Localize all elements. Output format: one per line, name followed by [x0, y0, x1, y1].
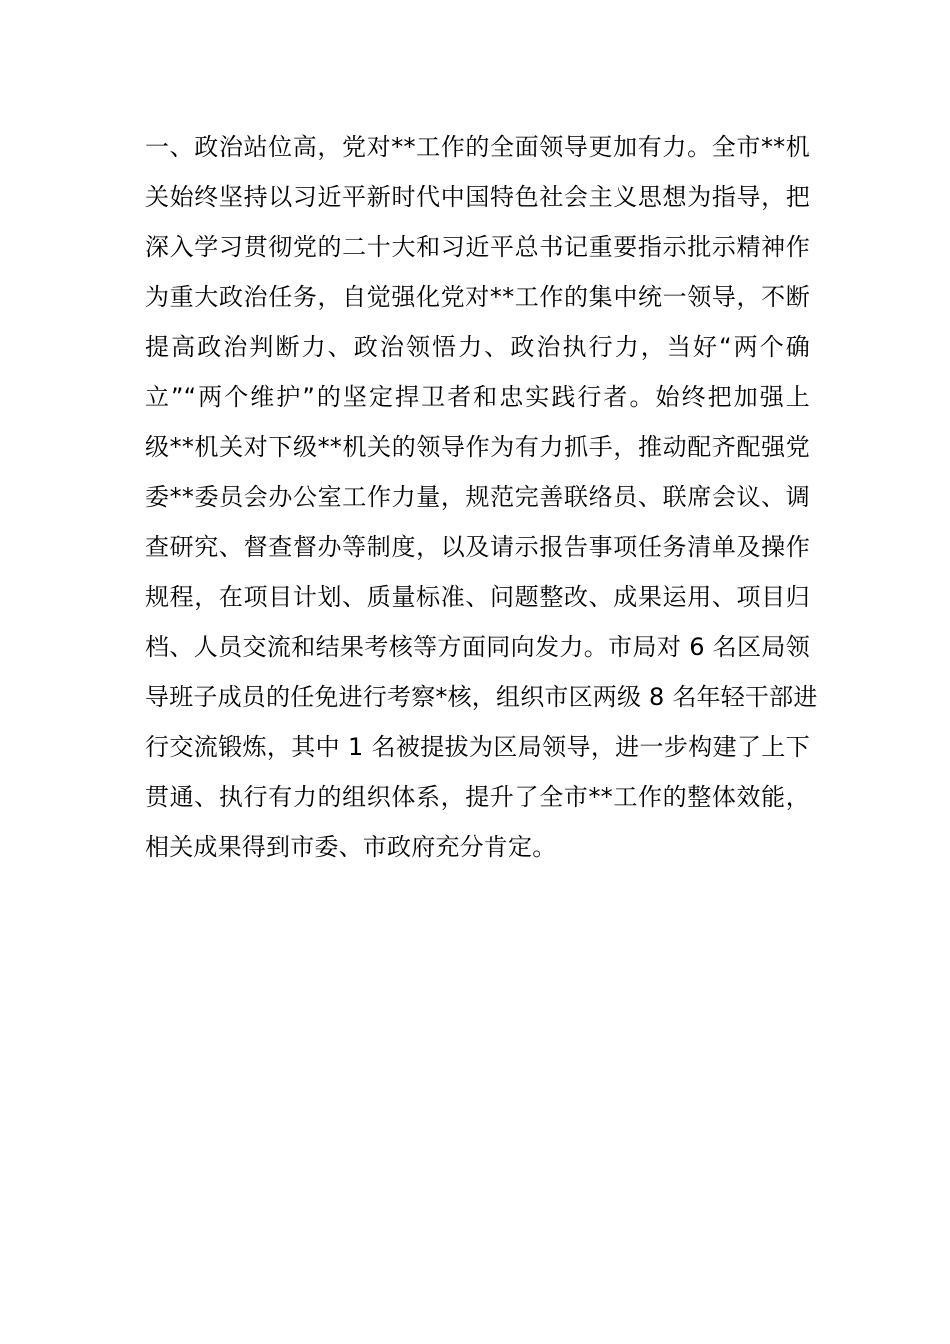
paragraph-line-5: 提高政治判断力、政治领悟力、政治执行力，当好“两个确: [145, 333, 810, 361]
body-paragraph: [145, 122, 818, 872]
paragraph-line-8: 委**委员会办公室工作力量，规范完善联络员、联席会议、调: [145, 483, 810, 511]
paragraph-line-10: 规程，在项目计划、质量标准、问题整改、成果运用、项目归: [145, 583, 810, 611]
paragraph-line-3: 深入学习贯彻党的二十大和习近平总书记重要指示批示精神作: [145, 233, 810, 261]
paragraph-line-6: 立”“两个维护”的坚定捍卫者和忠实践行者。始终把加强上: [145, 383, 810, 411]
paragraph-line-15: 相关成果得到市委、市政府充分肯定。: [145, 833, 557, 861]
paragraph-line-9: 查研究、督查督办等制度，以及请示报告事项任务清单及操作: [145, 533, 810, 561]
paragraph-line-14: 贯通、执行有力的组织体系，提升了全市**工作的整体效能，: [145, 783, 810, 811]
paragraph-line-4: 为重大政治任务，自觉强化党对**工作的集中统一领导，不断: [145, 283, 810, 311]
paragraph-line-2: 关始终坚持以习近平新时代中国特色社会主义思想为指导，把: [145, 183, 810, 211]
paragraph-line-11: 档、人员交流和结果考核等方面同向发力。市局对 6 名区局领: [145, 633, 810, 661]
paragraph-line-1: 一、政治站位高，党对**工作的全面领导更加有力。全市**机: [145, 133, 810, 161]
paragraph-line-7: 级**机关对下级**机关的领导作为有力抓手，推动配齐配强党: [145, 433, 810, 461]
paragraph-line-12: 导班子成员的任免进行考察*核，组织市区两级 8 名年轻干部进: [145, 683, 818, 711]
paragraph-line-13: 行交流锻炼，其中 1 名被提拔为区局领导，进一步构建了上下: [145, 733, 810, 761]
